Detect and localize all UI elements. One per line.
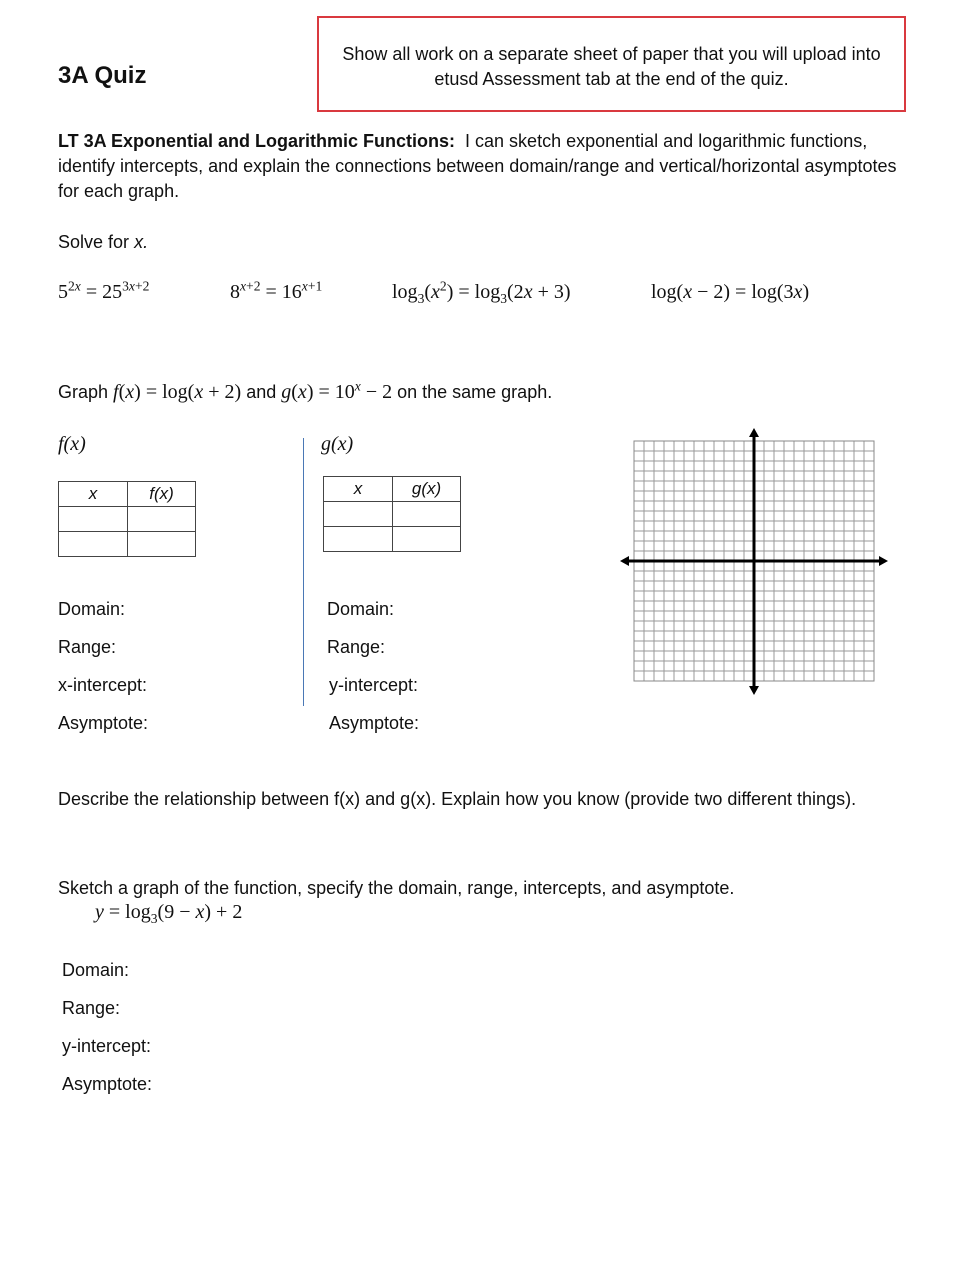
sketch-prompt: Sketch a graph of the function, specify the domain, range, intercepts, and asymptote.: [58, 878, 735, 898]
f-table-heading: f(x): [58, 433, 86, 455]
sketch-domain-label: Domain:: [62, 960, 130, 980]
column-divider: [303, 438, 304, 706]
table-row: [324, 477, 461, 502]
upload-notice-box: [317, 16, 906, 112]
table-cell[interactable]: [128, 507, 196, 532]
equation-1: $5^{2x} = 25^{3x+2}$: [58, 278, 150, 303]
describe-prompt: Describe the relationship between f(x) and g(x). Explain how you know (provide two different things).: [58, 789, 857, 809]
quiz-title: 3A Quiz: [58, 62, 147, 89]
learning-target-label: LT 3A Exponential and Logarithmic Functions:: [58, 131, 456, 151]
g-table-col-x: x: [324, 477, 393, 502]
g-asymptote-label: Asymptote:: [329, 713, 420, 733]
sketch-y-intercept-label: y-intercept:: [62, 1036, 152, 1056]
graph-prompt-post: on the same graph.: [397, 382, 553, 402]
table-cell[interactable]: [59, 532, 128, 557]
table-row: [59, 532, 196, 557]
sketch-asymptote-label: Asymptote:: [62, 1074, 153, 1094]
f-range-label: Range:: [58, 637, 117, 657]
table-row: [324, 502, 461, 527]
g-range-label: Range:: [327, 637, 386, 657]
g-value-table: [323, 476, 461, 552]
x-axis-right-arrow: [879, 556, 888, 566]
f-asymptote-label: Asymptote:: [58, 713, 149, 733]
g-table-col-gx: g(x): [393, 477, 461, 502]
f-value-table: [58, 481, 196, 557]
graph-prompt: [58, 378, 553, 404]
table-row: [324, 527, 461, 552]
graph-prompt-and: and: [246, 382, 277, 402]
table-cell[interactable]: [393, 502, 461, 527]
table-cell[interactable]: [324, 527, 393, 552]
f-table-col-fx: f(x): [128, 482, 196, 507]
learning-target: [58, 129, 918, 204]
equation-3: $\log_3(x^2) = \log_3(2x + 3)$: [392, 278, 571, 306]
solve-prompt-text: Solve for: [58, 232, 130, 252]
g-definition: $g(x) = 10^x - 2$: [281, 378, 393, 403]
f-x-intercept-label: x-intercept:: [58, 675, 148, 695]
x-axis-left-arrow: [620, 556, 629, 566]
table-cell[interactable]: [324, 502, 393, 527]
table-cell[interactable]: [128, 532, 196, 557]
g-domain-label: Domain:: [327, 599, 395, 619]
solve-prompt: [58, 232, 148, 253]
equation-2: $8^{x+2} = 16^{x+1}$: [230, 278, 323, 303]
table-row: [59, 507, 196, 532]
y-axis-top-arrow: [749, 428, 759, 437]
sketch-range-label: Range:: [62, 998, 121, 1018]
g-table-heading: g(x): [321, 433, 354, 455]
table-cell[interactable]: [393, 527, 461, 552]
f-definition: f(x) = log(x + 2): [113, 381, 242, 403]
table-cell[interactable]: [59, 507, 128, 532]
graph-prompt-pre: Graph: [58, 382, 109, 402]
g-y-intercept-label: y-intercept:: [329, 675, 419, 695]
upload-notice-text: Show all work on a separate sheet of paper that you will upload into etusd Assessment tab at the end of the quiz.: [342, 44, 881, 89]
solve-variable: x.: [134, 232, 149, 252]
f-domain-label: Domain:: [58, 599, 126, 619]
table-row: [59, 482, 196, 507]
coordinate-grid[interactable]: [620, 428, 890, 696]
y-axis-bottom-arrow: [749, 686, 759, 695]
equation-4: log(x − 2) = log(3x): [651, 281, 810, 303]
f-table-col-x: x: [59, 482, 128, 507]
learning-target-text: I can sketch exponential and logarithmic functions, identify intercepts, and explain the connections between domain/range and vertical/horizontal asymptotes for each graph.: [58, 131, 897, 201]
sketch-function: $y = \log_3(9 - x) + 2$: [95, 901, 243, 926]
